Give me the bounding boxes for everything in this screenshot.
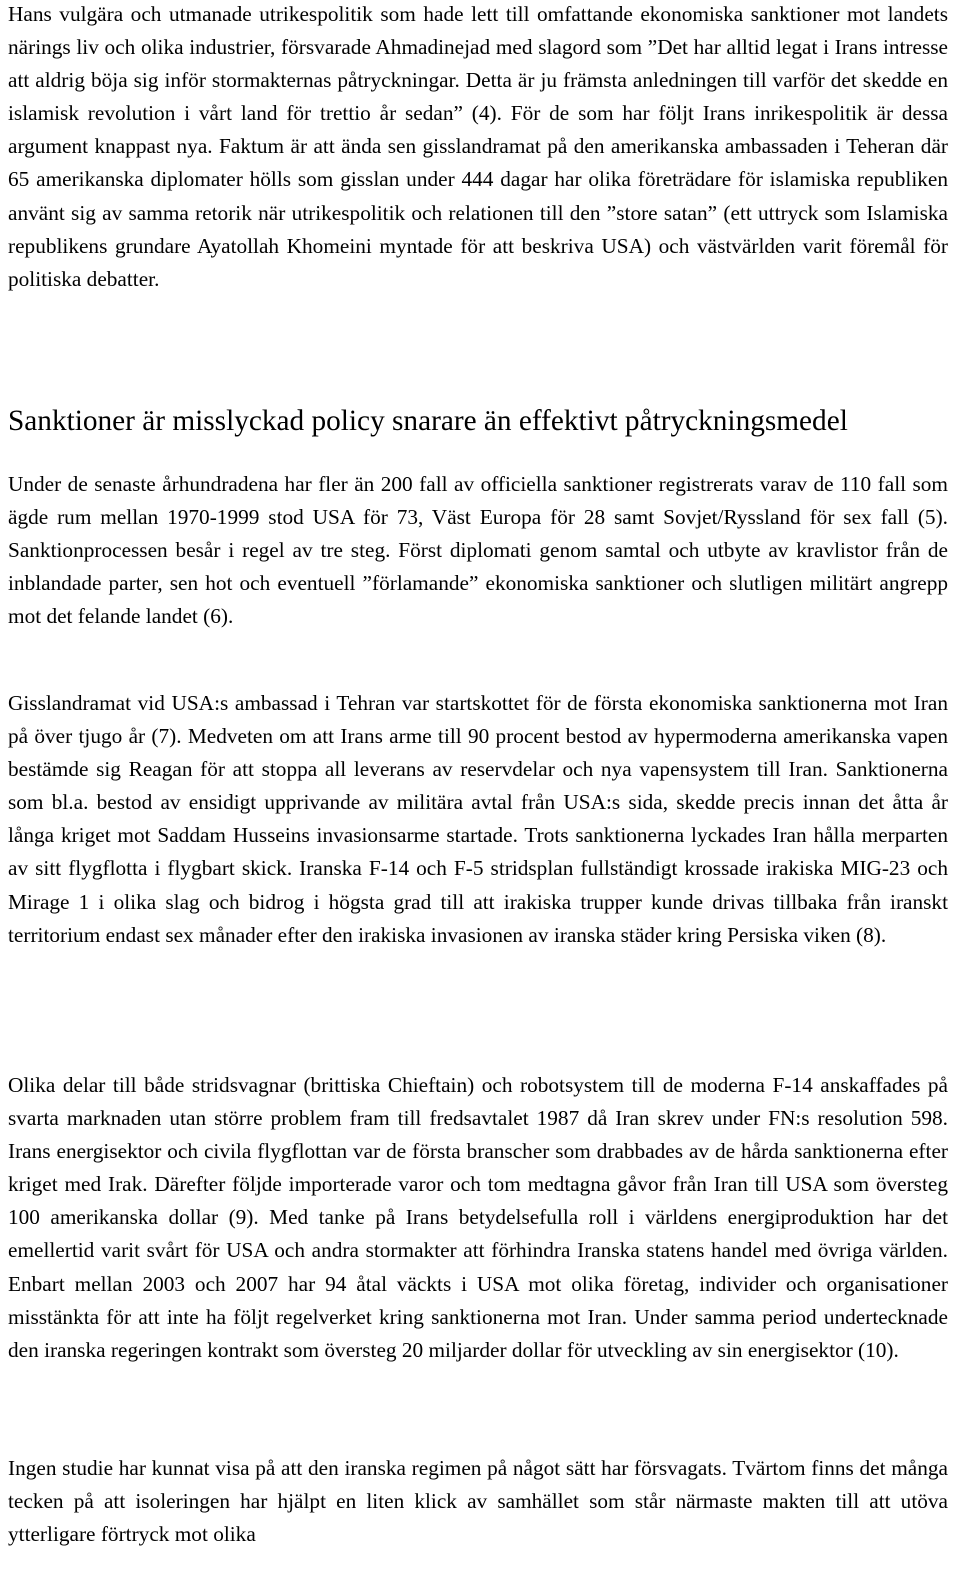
body-paragraph: Hans vulgära och utmanade utrikespolitik som hade lett till omfattande ekonomiska sanktioner mot landets närings liv och olika industrier, försvarade Ahmadinejad med slagord som ”Det har alltid legat i Irans intresse att aldrig böja sig inför stormakternas påtryckningar. Detta är ju främsta anledningen till varför det skedde en islamisk revolution i vårt land för trettio år sedan” (4). För de som har följt Irans inrikespolitik är dessa argument knappast nya. Faktum är att ända sen gisslandramat på den amerikanska ambassaden i Teheran där 65 amerikanska diplomater hölls som gisslan under 444 dagar har olika företrädare för islamiska republiken använt sig av samma retorik när utrikespolitik och relationen till den ”store satan” (ett uttryck som Islamiska republikens grundare Ayatollah Khomeini myntade för att beskriva USA) och västvärlden varit föremål för politiska debatter. xyxy=(8,2,948,291)
paragraph-block xyxy=(8,687,948,952)
paragraph-block xyxy=(8,1069,948,1367)
body-paragraph: Gisslandramat vid USA:s ambassad i Tehran var startskottet för de första ekonomiska sanktionerna mot Iran på över tjugo år (7). Medveten om att Irans arme till 90 procent bestod av hypermoderna amerikanska vapen bestämde sig Reagan för att stoppa all leverans av reservdelar och nya vapensystem till Iran. Sanktionerna som bl.a. bestod av ensidigt upprivande av militära avtal från USA:s sida, skedde precis innan det åtta år långa kriget mot Saddam Husseins invasionsarme startade. Trots sanktionerna lyckades Iran hålla merparten av sitt flygflotta i flygbart skick. Iranska F-14 och F-5 stridsplan fullständigt krossade irakiska MIG-23 och Mirage 1 i olika slag och bidrog i högsta grad till att irakiska trupper kunde drivas tillbaka från iranskt territorium endast sex månader efter den irakiska invasionen av iranska städer kring Persiska viken (8). xyxy=(8,691,948,947)
body-paragraph: Under de senaste århundradena har fler än 200 fall av officiella sanktioner registrerats varav de 110 fall som ägde rum mellan 1970-1999 stod USA för 73, Väst Europa för 28 samt Sovjet/Ryssland för sex fall (5). Sanktionprocessen besår i regel av tre steg. Först diplomati genom samtal och utbyte av kravlistor från de inblandade parter, sen hot och eventuell ”förlamande” ekonomiska sanktioner och slutligen militärt angrepp mot det felande landet (6). xyxy=(8,472,948,629)
body-paragraph: Olika delar till både stridsvagnar (brittiska Chieftain) och robotsystem till de moderna F-14 anskaffades på svarta marknaden utan större problem fram till fredsavtalet 1987 då Iran skrev under FN:s resolution 598. Irans energisektor och civila flygflottan var de första branscher som drabbades av de hårda sanktionerna efter kriget med Irak. Därefter följde importerade varor och tom medtagna gåvor från Iran till USA som översteg 100 amerikanska dollar (9). Med tanke på Irans betydelsefulla roll i världens energiproduktion har det emellertid varit svårt för USA och andra stormakter att förhindra Iranska statens handel med övriga världen. Enbart mellan 2003 och 2007 har 94 åtal väckts i USA mot olika företag, individer och organisationer misstänkta för att inte ha följt regelverket kring sanktionerna mot Iran. Under samma period undertecknade den iranska regeringen kontrakt som översteg 20 miljarder dollar för utveckling av sin energisektor (10). xyxy=(8,1073,948,1362)
section-heading: Sanktioner är misslyckad policy snarare än effektivt påtryckningsmedel xyxy=(8,405,848,437)
paragraph-block xyxy=(8,0,948,296)
paragraph-block xyxy=(8,468,948,633)
body-paragraph: Ingen studie har kunnat visa på att den iranska regimen på något sätt har försvagats. Tvärtom finns det många tecken på att isoleringen har hjälpt en liten klick av samhället som står närmaste makten till att utöva ytterligare förtryck mot olika xyxy=(8,1456,948,1547)
paragraph-block xyxy=(8,1452,948,1551)
